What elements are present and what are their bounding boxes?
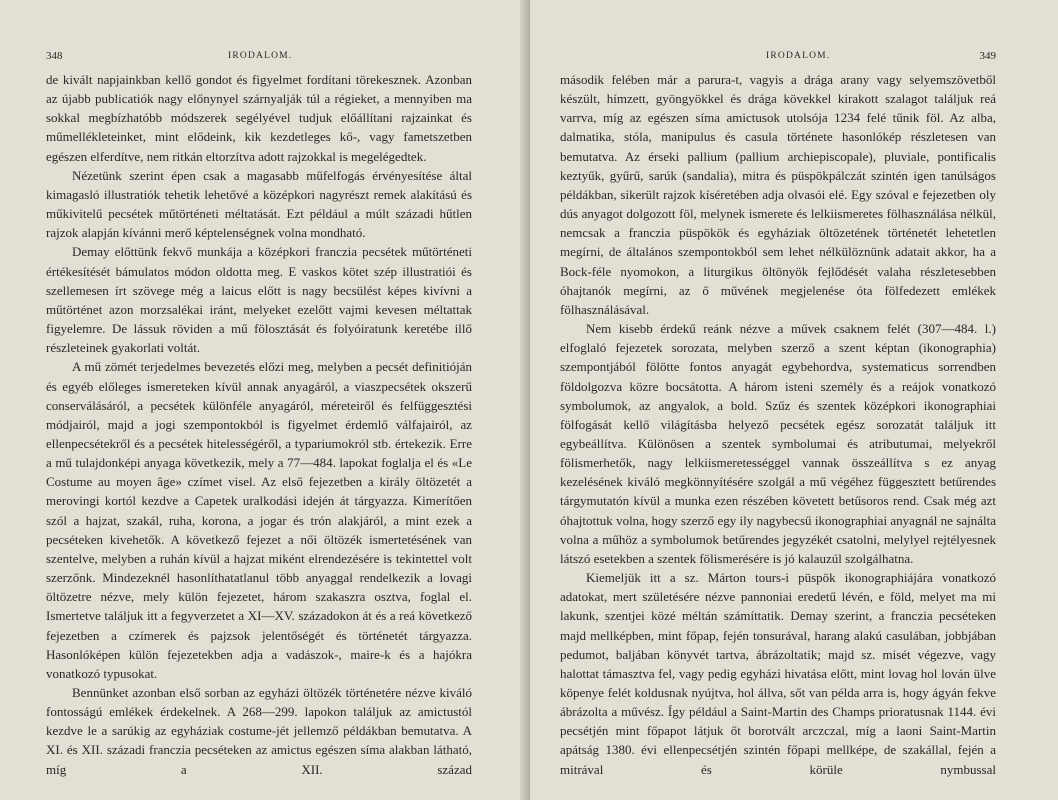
right-page-body xyxy=(560,70,996,779)
left-page xyxy=(0,0,528,800)
right-paragraph-3: Kiemeljük itt a sz. Márton tours-i püspök ikonographiájára vonatkozó adatokat, mert születésére nézve pannoniai eredetű lévén, e föld, melyet ma mi lakunk, szentjei közé méltán számíttatik. Demay szerint, a franczia pecséteken majd mellképben, mint főpap, fején tonsurával, harang alakú casulában, jobbjában pedumot, baljában könyvét tartva, ábrázoltatik; majd sz. misét végezve, vagy halottat támasztva fel, vagy pedig egyházi hivatása előtt, mint lovag hol lován ülve köpenye felét koldusnak nyújtva, hol állva, sőt van példa arra is, hogy ágyán fekve ábrázolta a művész. Így például a Saint-Martin des Champs prioratusnak 1144. évi pecsétjén mint főpapot látjuk őt borotvált arczczal, míg a laoni Saint-Martin apátság 1380. évi ellenpecsétjén szintén főpapi mellképe, de szakállal, fején a mitrával és körüle nymbussal xyxy=(560,570,996,777)
right-page-number: 349 xyxy=(979,50,996,62)
right-paragraph-2: Nem kisebb érdekű reánk nézve a művek csaknem felét (307—484. l.) elfoglaló fejezetek sorozata, melyben szerző a szent képtan (ikonographia) szempontjából fölötte fontos anyagát egybehordva, systematicus sorrendben földolgozva közre bocsátotta. A három isteni személy és a reájok vonatkozó symbolumok, az angyalok, a bold. Szűz és szentek középkori ikonographiai fölfogását kellő világításba helyező pecsétek egész sorozatát találjuk itt egybeállítva. Különösen a szentek symbolumai és atributumai, melyekről fölismerhetők, nagy lelkiismeretességgel vannak összeállítva s ez anyag kezelésének kiváló megkönnyítésére szolgál a mű végéhez függesztett betűrendes tárgymutatón kívül a munka ezen részében követett betűsoros rend. Csak még azt óhajtottuk volna, hogy szerző egy ily nagybecsű ikonographiai anyagnál ne sajnálta volna a műhöz a symbolumok betűrendes jegyzékét csatolni, melylyel rejtélyesnek látszó esetekben a szentek fölismerésére is jó kalauzúl szolgálhatna. xyxy=(560,321,996,566)
left-running-title: IRODALOM. xyxy=(228,51,293,61)
left-paragraph-4: A mű zömét terjedelmes bevezetés előzi meg, melyben a pecsét definitióján és egyéb előleges ismereteken kívül annak anyagáról, a viaszpecsétek okszerű conserválásáról, a pecsétek különféle anyagáról, méreteiről és felfüggesztési módjairól, majd a jogi szempontokból is figyelmet érdemlő válfajairól, az ellenpecsétekről és a pecsétek hitelességéről, a typariumokról stb. értekezik. Erre a mű tulajdonképi anyaga következik, mely a 77—484. lapokat foglalja el és «Le Costume au moyen âge» czímet visel. Az első fejezetben a király öltözetét a merovingi kortól kezdve a Capetek uralkodási idején át tárgyazza. Kimerítően szól a hajzat, szakál, ruha, korona, a jogar és trón alakjáról, a mint ezek a pecséteken kivehetők. A következő fejezet a női öltözék ismertetésének van szentelve, melyben a ruhán kívül a hajzat miként elrendezésére is tekintettel volt szerzőnk. Mindezeknél hasonlíthatatlanul több anyaggal rendelkezik a lovagi öltözetre nézve, mely külön fejezetet, három szakaszra osztva, foglal el. Ismertetve találjuk itt a fegyverzetet a XI—XV. századokon át és a reá következő fejezetben a czímerek és pajzsok jelentőségét és történetét tárgyazza. Hasonlóképen külön fejezetekben adja a vadászok-, maire-k és a hajókra vonatkozó typusokat. xyxy=(46,359,472,681)
right-running-head xyxy=(560,48,996,70)
right-running-title: IRODALOM. xyxy=(766,51,831,61)
left-paragraph-5: Bennünket azonban első sorban az egyházi öltözék történetére nézve kiváló fontosságú emlékek érdekelnek. A 268—299. lapokon találjuk az amictustól kezdve le a sarúkig az egyháziak costume-jét jellemző példákban bemutatva. A XI. és XII. századi franczia pecséteken az amictus egészen síma alakban látható, míg a XII. század xyxy=(46,685,472,777)
left-paragraph-3: Demay előttünk fekvő munkája a középkori franczia pecsétek műtörténeti értékesítését bámulatos módon oldotta meg. E vaskos kötet szép illustratiói és szellemesen írt szövege még a laicus előtt is nagy becsülést képes kivívni a műtörténet azon morzsalékai iránt, melyeket ezelőtt vajmi kevesen méltattak figyelemre. De lássuk röviden a mű fölosztását és folyóiratunk keretébe illő részleteinek gyakorlati voltát. xyxy=(46,244,472,356)
left-paragraph-2: Nézetünk szerint épen csak a magasabb műfelfogás érvényesítése által kimagasló illustratiók tehetik lehetővé a középkori nagyrészt remek alakítású és műkivitelű pecsétek műtörténeti méltatását. Ezt például a múlt századi hűtlen rajzok alapján kívánni merő képtelenségnek volna mondható. xyxy=(46,167,472,241)
right-paragraph-1: második felében már a parura-t, vagyis a drága arany vagy selyemszövetből készült, hímzett, gyöngyökkel és drága kövekkel kirakott szalagot találjuk reá varrva, míg az egészen síma amictusok utolsója 1234 felé tűnik föl. Az alba, dalmatika, stóla, manipulus és casula története hasonlókép részletesen van bemutatva. Az érseki pallium (pallium archiepiscopale), pluviale, pontificalis keztyűk, gyűrű, sarúk (sandalia), mitra és püspökpálczát szintén igen tanúlságos példákban, sikerült rajzok kíséretében adja olvasói elé. Egy szóval e fejezetben oly dús anyagot dolgozott föl, melynek ismerete és lelkiismeretes fölhasználása nélkül, nemcsak a franczia püspökök és egyháziak öltözetének történetét lehetetlen megírni, de általános szempontokból sem lehet nélkülöznünk adatait akkor, ha a Bock-féle nyomokon, a liturgikus öltönyök fejlődését valaha részletesebben óhajtanók megírni, az ő művének megjelenése óta fölfedezett emlékek fölhasználásával. xyxy=(560,72,996,317)
left-page-body xyxy=(46,70,472,779)
left-paragraph-1: de kivált napjainkban kellő gondot és figyelmet fordítani törekesznek. Azonban az újabb publicatiók nagy előnynyel szárnyalják túl a régieket, a mennyiben ma sokkal megbízhatóbb módszerek segélyével tudjuk előállítani rajzainkat és műmellékleteinket, mint elődeink, kik kezdetleges kő-, vagy fametszetben egészen elferdítve, nem ritkán eltorzítva adott rajzokkal is megelégedtek. xyxy=(46,72,472,164)
left-running-head xyxy=(46,48,472,70)
right-page xyxy=(530,0,1058,800)
left-page-number: 348 xyxy=(46,50,63,62)
